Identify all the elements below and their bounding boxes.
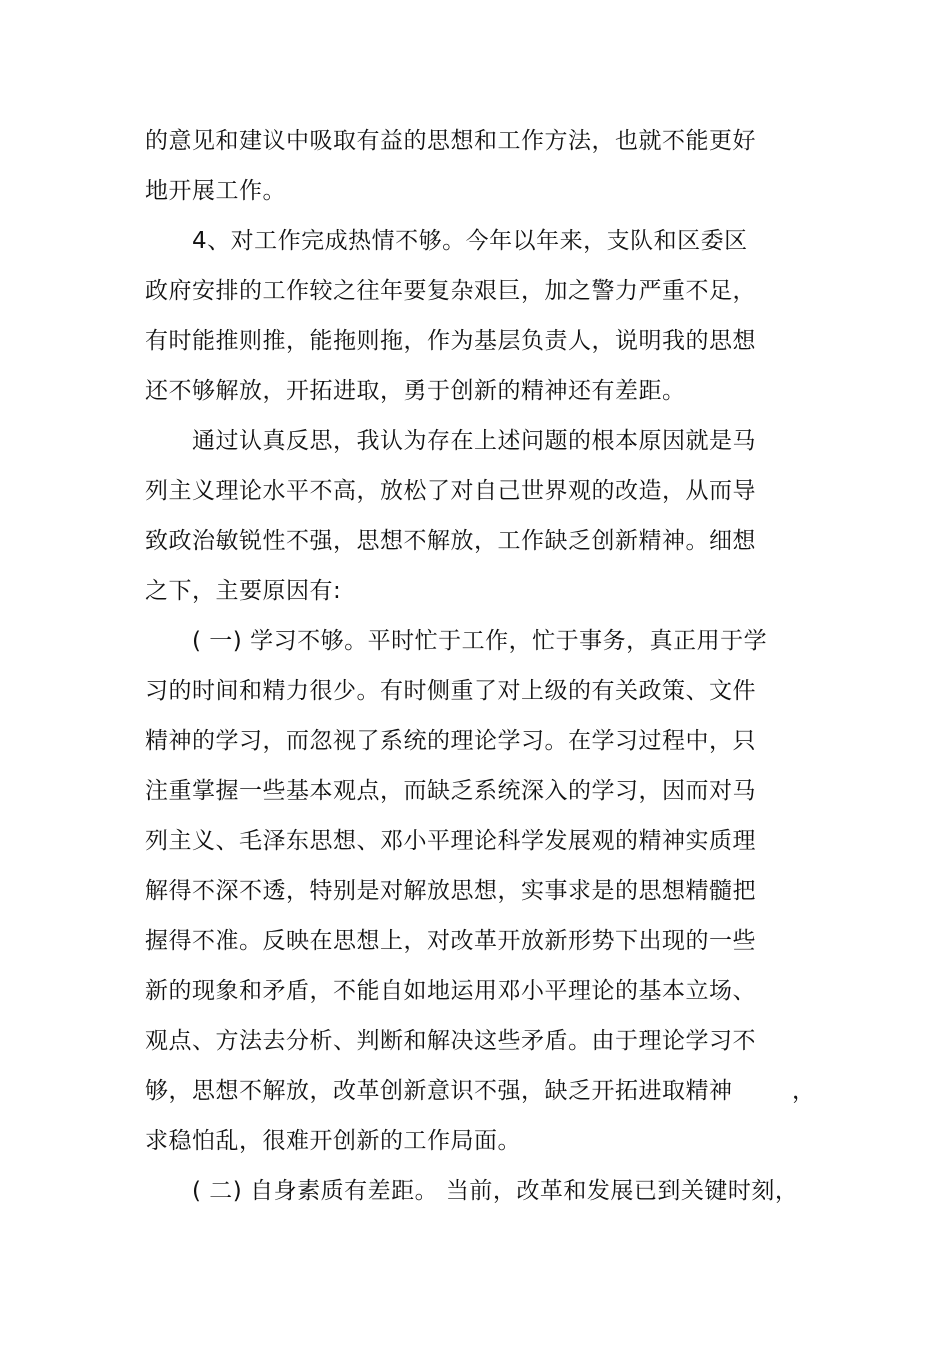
text-line: 列主义理论水平不高，放松了对自己世界观的改造，从而导 [145, 478, 756, 504]
text-line: 的意见和建议中吸取有益的思想和工作方法，也就不能更好 [145, 128, 756, 154]
paragraph-start-line: 通过认真反思，我认为存在上述问题的根本原因就是马 [192, 428, 756, 454]
text-line: 还不够解放，开拓进取，勇于创新的精神还有差距。 [145, 378, 686, 404]
text-line: 解得不深不透，特别是对解放思想，实事求是的思想精髓把 [145, 878, 756, 904]
text-line: 之下，主要原因有: [145, 578, 342, 604]
text-line: 有时能推则推，能拖则拖，作为基层负责人，说明我的思想 [145, 328, 756, 354]
paragraph-start-line: ( 二) 自身素质有差距。 当前，改革和发展已到关键时刻， [192, 1178, 799, 1204]
text-line: 精神的学习，而忽视了系统的理论学习。在学习过程中，只 [145, 728, 756, 754]
trailing-comma: ， [792, 1078, 815, 1104]
text-line: 列主义、毛泽东思想、邓小平理论科学发展观的精神实质理 [145, 828, 756, 854]
text-line: 政府安排的工作较之往年要复杂艰巨，加之警力严重不足， [145, 278, 756, 304]
text-line: 观点、方法去分析、判断和解决这些矛盾。由于理论学习不 [145, 1028, 756, 1054]
text-line: 地开展工作。 [145, 178, 286, 204]
text-line: 新的现象和矛盾，不能自如地运用邓小平理论的基本立场、 [145, 978, 756, 1004]
text-line: 习的时间和精力很少。有时侧重了对上级的有关政策、文件 [145, 678, 756, 704]
paragraph-start-line: ( 一) 学习不够。平时忙于工作，忙于事务，真正用于学 [192, 628, 768, 654]
text-line: 注重掌握一些基本观点，而缺乏系统深入的学习，因而对马 [145, 778, 756, 804]
text-line: 致政治敏锐性不强，思想不解放，工作缺乏创新精神。细想 [145, 528, 756, 554]
paragraph-start-line: 4、对工作完成热情不够。今年以年来，支队和区委区 [192, 228, 748, 254]
text-line: 够，思想不解放，改革创新意识不强，缺乏开拓进取精神 [145, 1078, 733, 1104]
text-line: 求稳怕乱，很难开创新的工作局面。 [145, 1128, 521, 1154]
text-line: 握得不准。反映在思想上，对改革开放新形势下出现的一些 [145, 928, 756, 954]
